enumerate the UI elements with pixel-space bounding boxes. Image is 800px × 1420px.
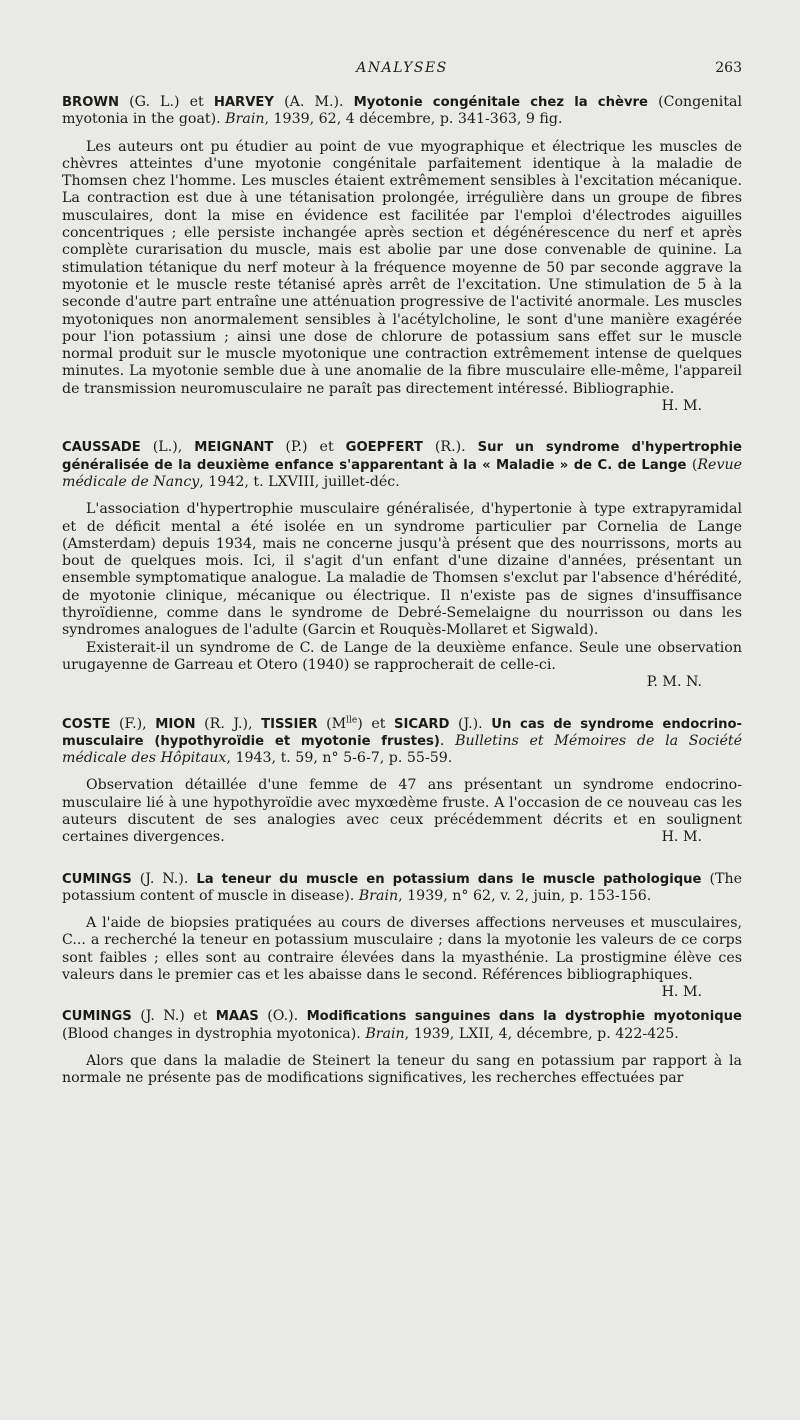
article-title: La teneur du muscle en potassium dans le muscle pathologique	[196, 871, 702, 887]
citation: CAUSSADE (L.), MEIGNANT (P.) et GOEPFERT (R.). Sur un syndrome d'hypertrophie généralisée de la deuxième enfance s'apparentant à la « Maladie » de C. de Lange (Revue médicale de Nancy, 1942, t. LXVIII, juillet-déc.	[62, 439, 743, 490]
author-name: MEIGNANT	[194, 440, 274, 456]
section-title: ANALYSES	[356, 60, 448, 76]
reviewer-initials: H. M.	[661, 398, 702, 415]
abstract-paragraph: Observation détaillée d'une femme de 47 ans présentant un syndrome endocrino-musculaire lié à une hypothyroïdie avec myxœdème fruste. A l'occasion de ce nouveau cas les auteurs discutent de ses analogies avec ceux précédemment décrits et en soulignent certaines divergences. H. M.	[62, 777, 742, 846]
author-name: MION	[155, 716, 196, 732]
citation: COSTE (F.), MION (R. J.), TISSIER $(M^{lle})$ et SICARD (J.). Un cas de syndrome endocrino-musculaire (hypothyroïdie et myotonie frustes). Bulletins et Mémoires de la Société médicale des Hôpitaux, 1943, t. 59, n° 5-6-7, p. 55-59.	[62, 714, 743, 767]
article-title: Sur un syndrome d'hypertrophie généralisée de la deuxième enfance s'apparentant à la « Maladie » de C. de Lange	[62, 440, 742, 473]
author-name: TISSIER	[261, 716, 318, 732]
journal-name: Bulletins et Mémoires de la Société médicale des Hôpitaux	[62, 732, 742, 767]
journal-name: Revue médicale de Nancy	[62, 456, 743, 490]
author-name: CUMINGS	[62, 1009, 132, 1025]
reviewer-initials: H. M.	[661, 829, 702, 846]
journal-name: Brain	[358, 887, 399, 904]
abstract-entry-cumings-maas	[62, 1008, 742, 1087]
journal-page	[0, 60, 800, 1420]
reviewer-initials: H. M.	[661, 984, 702, 1001]
author-name: HARVEY	[213, 95, 274, 110]
running-head	[62, 60, 742, 94]
abstract-entry-coste	[62, 716, 742, 847]
journal-name: Brain	[365, 1025, 405, 1042]
abstract-entry-caussade	[62, 439, 742, 691]
abstract-paragraph: Les auteurs ont pu étudier au point de vue myographique et électrique les muscles de chèvres atteintes d'une myotonie congénitale parfaitement identique à la maladie de Thomsen chez l'homme. Les muscles étaient extrêmement sensibles à l'excitation mécanique. La contraction est due à une tétanisation prolongée, irrégulière dans un groupe de fibres musculaires, dont la mise en évidence est facilitée par l'emploi d'électrodes aiguilles concentriques ; elle persiste inchangée après section et dégénérescence du nerf et après complète curarisation du muscle, mais est abolie par une dose convenable de quinine. La stimulation tétanique du nerf moteur à la fréquence moyenne de 50 par seconde aggrave la myotonie et le muscle reste tétanisé après arrêt de l'excitation. Une stimulation de 5 à la seconde d'autre part entraîne une atténuation progressive de l'activité anormale. Les muscles myotoniques non anormalement sensibles à l'acétylcholine, le sont d'une manière exagérée pour l'ion potassium ; ainsi une dose de chlorure de potassium sans effet sur le muscle normal produit sur le muscle myotonique une contraction extrêmement intense de quelques minutes. La myotonie semble due à une anomalie de la fibre musculaire elle-même, l'appareil de transmission neuromusculaire ne paraît pas directement intéressé. Bibliographie.	[62, 138, 742, 397]
article-title: Modifications sanguines dans la dystrophie myotonique	[306, 1009, 742, 1025]
abstract-entry-brown-harvey	[62, 94, 742, 415]
citation: BROWN (G. L.) et HARVEY (A. M.). Myotonie congénitale chez la chèvre (Congenital myotonia in the goat). Brain, 1939, 62, 4 décembre, p. 341-363, 9 fig.	[62, 94, 743, 128]
author-name: COSTE	[62, 716, 111, 732]
author-name: MAAS	[215, 1009, 259, 1025]
abstract-paragraph: Existerait-il un syndrome de C. de Lange de la deuxième enfance. Seule une observation urugayenne de Garreau et Otero (1940) se rapprocherait de celle-ci.	[62, 639, 742, 673]
article-title: Myotonie congénitale chez la chèvre	[353, 95, 648, 110]
journal-name: Brain	[225, 111, 265, 128]
author-name: CUMINGS	[62, 871, 132, 887]
author-name: GOEPFERT	[345, 440, 423, 456]
citation: CUMINGS (J. N.). La teneur du muscle en potassium dans le muscle pathologique (The potassium content of muscle in disease). Brain, 1939, n° 62, v. 2, juin, p. 153-156.	[62, 870, 742, 904]
reviewer-initials: P. M. N.	[646, 674, 702, 691]
page-number: 263	[715, 60, 742, 76]
author-name: SICARD	[394, 716, 450, 732]
article-title: Un cas de syndrome endocrino-musculaire (hypothyroïdie et myotonie frustes)	[62, 716, 743, 749]
author-name: CAUSSADE	[62, 440, 141, 456]
citation: CUMINGS (J. N.) et MAAS (O.). Modifications sanguines dans la dystrophie myotonique (Blood changes in dystrophia myotonica). Brain, 1939, LXII, 4, décembre, p. 422-425.	[62, 1008, 742, 1042]
abstract-paragraph: A l'aide de biopsies pratiquées au cours de diverses affections nerveuses et musculaires, C... a recherché la teneur en potassium musculaire ; dans la myotonie les valeurs de ce corps sont faibles ; elles sont au contraire élevées dans la myasthénie. La prostigmine élève ces valeurs dans le premier cas et les abaisse dans le second. Références bibliographiques. H. M.	[62, 915, 742, 1001]
abstract-entry-cumings	[62, 870, 742, 1001]
abstract-paragraph: L'association d'hypertrophie musculaire généralisée, d'hypertonie à type extrapyramidal et de déficit mental a été isolée en un syndrome particulier par Cornelia de Lange (Amsterdam) depuis 1934, mais ne concerne jusqu'à présent que des nourrissons, morts au bout de quelques mois. Ici, il s'agit d'un enfant d'une dizaine d'années, présentant un ensemble symptomatique analogue. La maladie de Thomsen s'exclut par l'absence d'hérédité, de myotonie clinique, mécanique ou électrique. Il n'existe pas de signes d'insuffisance thyroïdienne, comme dans le syndrome de Debré-Semelaigne du nourrisson ou dans les syndromes analogues de l'adulte (Garcin et Rouquès-Mollaret et Sigwald).	[62, 501, 742, 639]
abstract-paragraph: Alors que dans la maladie de Steinert la teneur du sang en potassium par rapport à la normale ne présente pas de modifications significatives, les recherches effectuées par	[62, 1052, 742, 1087]
author-name: BROWN	[62, 95, 119, 110]
